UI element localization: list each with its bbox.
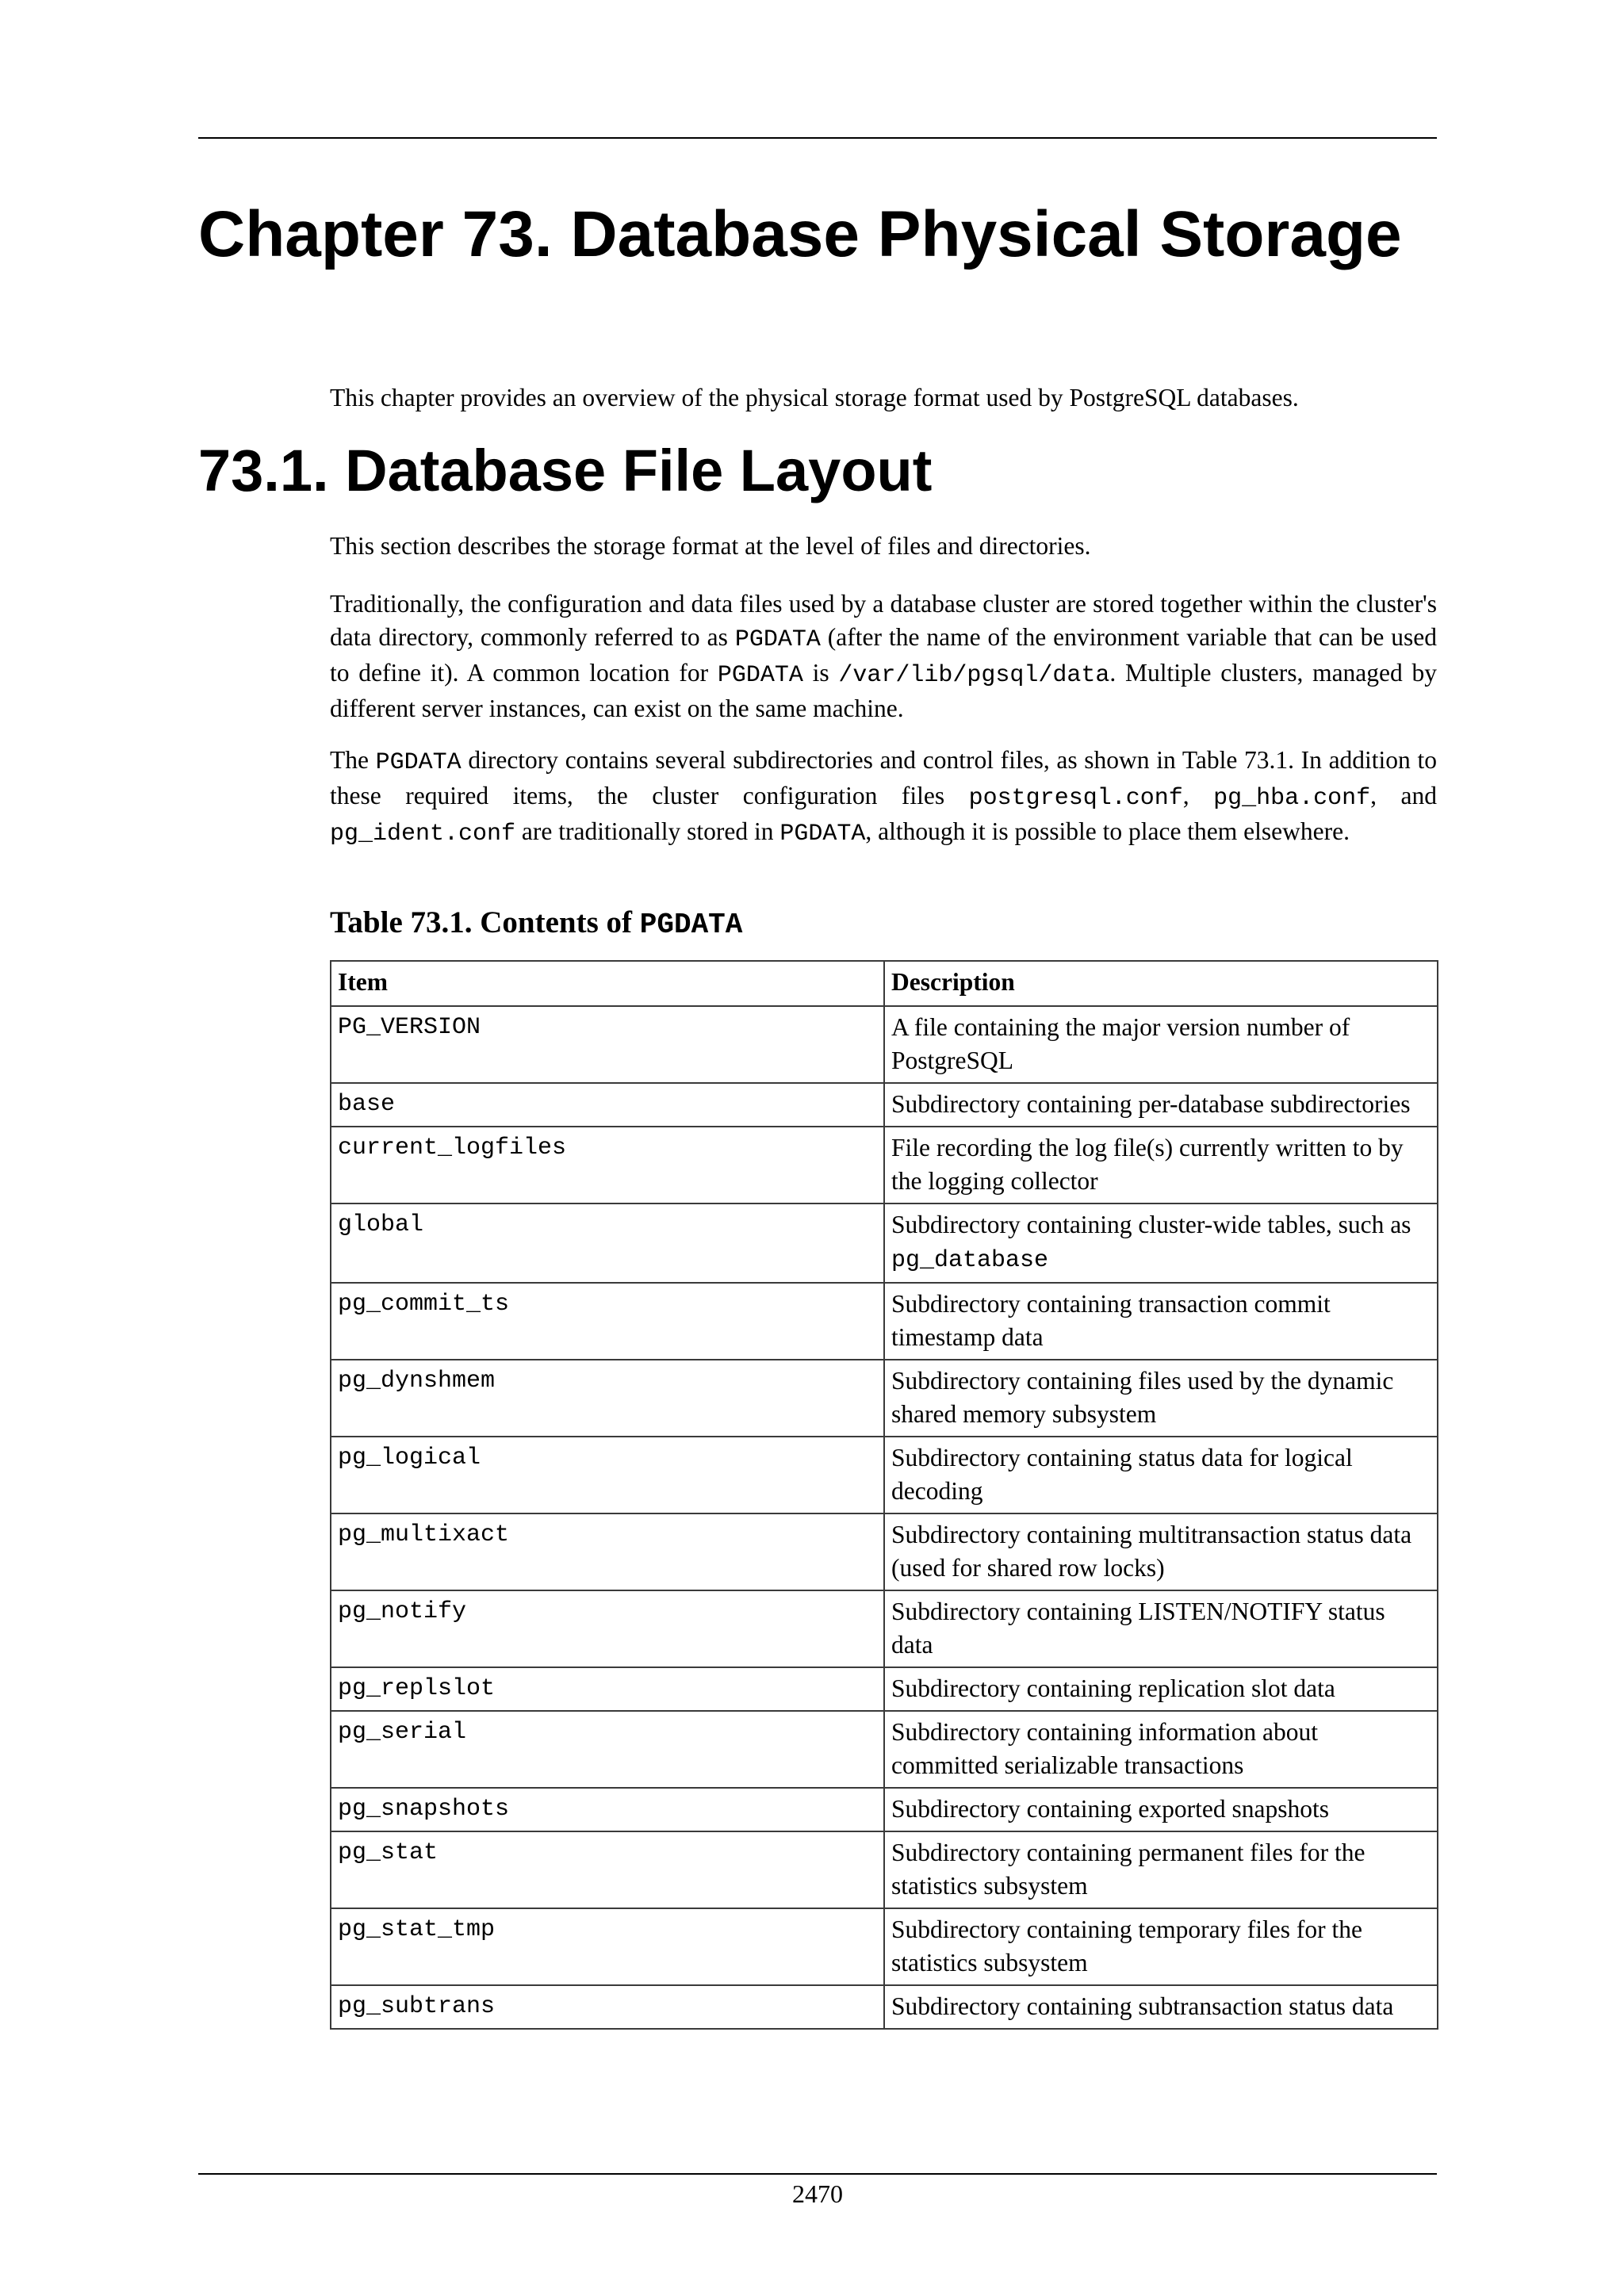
description-cell: Subdirectory containing permanent files for the statistics subsystem xyxy=(884,1831,1438,1908)
section-paragraph-2 xyxy=(330,587,1437,725)
code-pgdata: PGDATA xyxy=(734,626,821,653)
table-row xyxy=(331,1788,1438,1831)
text-run: , although it is possible to place them elsewhere. xyxy=(865,817,1350,845)
table-row xyxy=(331,1590,1438,1667)
table-row xyxy=(331,1203,1438,1283)
code-pg-database: pg_database xyxy=(891,1247,1049,1274)
description-cell: Subdirectory containing replication slot data xyxy=(884,1667,1438,1711)
description-cell: Subdirectory containing transaction commit timestamp data xyxy=(884,1283,1438,1360)
caption-text: Table 73.1. Contents of xyxy=(330,905,640,939)
item-cell: global xyxy=(331,1203,884,1283)
table-row xyxy=(331,1006,1438,1083)
chapter-title: Chapter 73. Database Physical Storage xyxy=(198,198,1402,270)
caption-code: PGDATA xyxy=(639,909,743,941)
item-cell: pg_subtrans xyxy=(331,1985,884,2029)
description-cell xyxy=(884,1203,1438,1283)
code-postgresql-conf: postgresql.conf xyxy=(968,785,1183,812)
item-cell: PG_VERSION xyxy=(331,1006,884,1083)
page-number: 2470 xyxy=(792,2179,843,2208)
code-pgdata: PGDATA xyxy=(779,821,866,848)
table-row xyxy=(331,1711,1438,1788)
table-row xyxy=(331,1667,1438,1711)
description-cell: Subdirectory containing subtransaction status data xyxy=(884,1985,1438,2029)
table-row xyxy=(331,1908,1438,1985)
table-row xyxy=(331,1437,1438,1513)
table-row xyxy=(331,1360,1438,1437)
section-paragraph-1: This section describes the storage format at the level of files and directories. xyxy=(330,532,1091,560)
header-rule xyxy=(198,137,1437,139)
text-run: (after the name of the environment variable that can be used to define it). A common location for xyxy=(330,623,1437,687)
description-cell: Subdirectory containing exported snapshots xyxy=(884,1788,1438,1831)
description-cell: Subdirectory containing multitransaction status data (used for shared row locks) xyxy=(884,1513,1438,1590)
description-cell: Subdirectory containing temporary files for the statistics subsystem xyxy=(884,1908,1438,1985)
table-row xyxy=(331,1513,1438,1590)
description-cell: Subdirectory containing per-database subdirectories xyxy=(884,1083,1438,1127)
code-pg-hba-conf: pg_hba.conf xyxy=(1213,785,1371,812)
footer-rule xyxy=(198,2173,1437,2175)
item-cell: pg_dynshmem xyxy=(331,1360,884,1437)
code-pgdata: PGDATA xyxy=(717,662,803,689)
header-description: Description xyxy=(884,961,1438,1006)
code-pg-ident-conf: pg_ident.conf xyxy=(330,821,516,848)
text-run: , xyxy=(1182,782,1214,809)
text-run: are traditionally stored in xyxy=(515,817,780,845)
item-cell: pg_snapshots xyxy=(331,1788,884,1831)
table-caption xyxy=(330,904,742,944)
section-title: 73.1. Database File Layout xyxy=(198,438,933,503)
text-run: directory contains several subdirectories and control files, as shown in Table 73.1. In addition to these required items, the cluster configuration files xyxy=(330,746,1437,809)
description-cell: Subdirectory containing LISTEN/NOTIFY status data xyxy=(884,1590,1438,1667)
item-cell: pg_stat xyxy=(331,1831,884,1908)
item-cell: pg_multixact xyxy=(331,1513,884,1590)
text-run: , and xyxy=(1370,782,1437,809)
table-row xyxy=(331,1985,1438,2029)
item-cell: pg_serial xyxy=(331,1711,884,1788)
code-pgdata: PGDATA xyxy=(375,749,462,776)
table-row xyxy=(331,1083,1438,1127)
item-cell: pg_notify xyxy=(331,1590,884,1667)
code-data-path: /var/lib/pgsql/data xyxy=(838,662,1110,689)
section-paragraph-3 xyxy=(330,744,1437,851)
description-text: Subdirectory containing cluster-wide tables, such as xyxy=(891,1211,1411,1238)
item-cell: pg_stat_tmp xyxy=(331,1908,884,1985)
description-cell: Subdirectory containing files used by the dynamic shared memory subsystem xyxy=(884,1360,1438,1437)
description-cell: File recording the log file(s) currently written to by the logging collector xyxy=(884,1127,1438,1203)
item-cell: current_logfiles xyxy=(331,1127,884,1203)
table-row xyxy=(331,1127,1438,1203)
description-cell: Subdirectory containing status data for logical decoding xyxy=(884,1437,1438,1513)
text-run: The xyxy=(330,746,376,774)
item-cell: base xyxy=(331,1083,884,1127)
text-run: is xyxy=(802,659,839,687)
text-run: . Multiple clusters, managed by different server instances, can exist on the same machine. xyxy=(330,659,1437,722)
item-cell: pg_logical xyxy=(331,1437,884,1513)
pgdata-contents-table xyxy=(330,960,1438,2030)
chapter-intro: This chapter provides an overview of the physical storage format used by PostgreSQL databases. xyxy=(330,384,1299,411)
header-item: Item xyxy=(331,961,884,1006)
table-row xyxy=(331,1831,1438,1908)
table-row xyxy=(331,1283,1438,1360)
description-cell: A file containing the major version number of PostgreSQL xyxy=(884,1006,1438,1083)
description-cell: Subdirectory containing information about committed serializable transactions xyxy=(884,1711,1438,1788)
text-run: Traditionally, the configuration and data files used by a database cluster are stored together within the cluster's data directory, commonly referred to as xyxy=(330,590,1437,651)
table-header-row xyxy=(331,961,1438,1006)
item-cell: pg_commit_ts xyxy=(331,1283,884,1360)
item-cell: pg_replslot xyxy=(331,1667,884,1711)
